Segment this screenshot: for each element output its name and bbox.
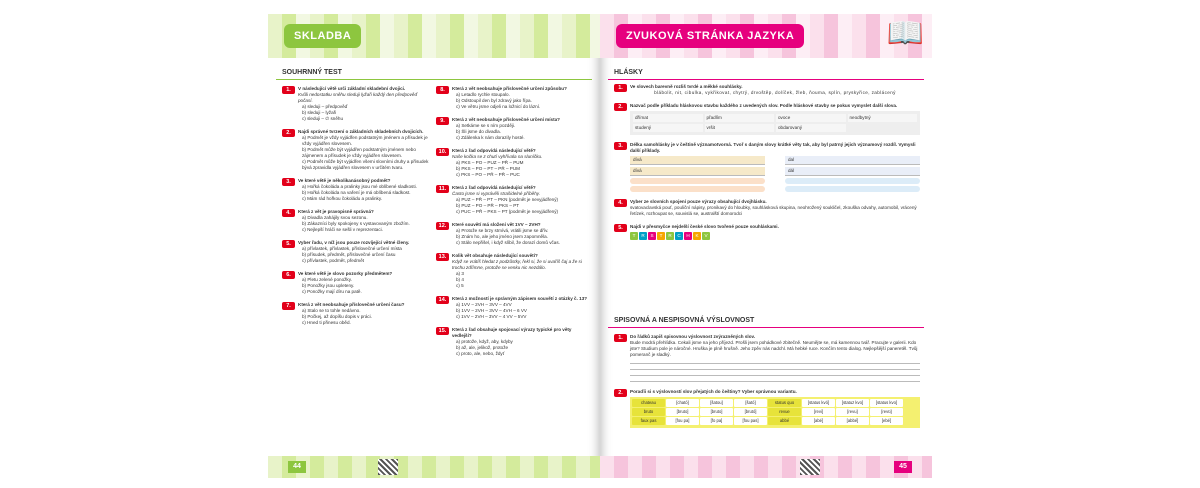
grid-word: dřímat	[633, 114, 703, 122]
answer-option: c) Hned ti přinesu oběd.	[302, 320, 351, 325]
table-cell: [abé]	[802, 417, 835, 425]
answer-option: a) PUZ – PŘ – PT – PKN (podmět je nevyjádřený)	[456, 197, 559, 202]
pair-word: dívá	[630, 156, 765, 165]
task	[614, 142, 920, 192]
footer-band	[600, 456, 932, 478]
question-text: Která z vět neobsahuje příslovečné určení místa?	[452, 117, 560, 122]
answer-option: c) 5	[456, 283, 464, 288]
question-number: 5.	[282, 240, 295, 248]
table-cell: [revi]	[802, 408, 835, 416]
question-text: Ve které větě je několikanásobný podmět?	[298, 178, 391, 183]
question-number: 2.	[282, 129, 295, 137]
answer-option: a) PKS – PO – PUZ – PŘ – PUM	[456, 160, 524, 165]
table-cell: revue	[768, 408, 801, 416]
question	[282, 240, 432, 264]
grid-word: neodbytný	[848, 114, 918, 122]
answer-option: a) Setkáme se s ním později.	[456, 123, 516, 128]
section-title-vyslovnost: SPISOVNÁ A NESPISOVNÁ VÝSLOVNOST	[608, 314, 924, 328]
table-cell: [bruto]	[700, 408, 733, 416]
question-number: 1.	[282, 86, 295, 94]
table-cell: [brutó]	[734, 408, 767, 416]
table-cell: [fou pas]	[734, 417, 767, 425]
table-cell: [revü]	[870, 408, 903, 416]
answer-option: c) Stálo nepřišel, i když slíbil, že dorazí domů včas.	[456, 240, 560, 245]
answer-option: c) Ponožky mají díru na patě.	[302, 289, 362, 294]
task-number: 5.	[614, 224, 627, 232]
table-cell: chateau	[632, 399, 665, 407]
answer-option: b) přísudek, předmět, příslovečné určení času	[302, 252, 396, 257]
question-number: 8.	[436, 86, 449, 94]
question-text: Kolik vět obsahuje následující souvětí?	[452, 253, 538, 258]
word-list: blábolit, nit, cibulka, vykřikovat, chytrý, drvoštěp, dolíček, žleb, ňouma, splín, pryskyřice, zablácený	[654, 90, 896, 95]
page-title: ZVUKOVÁ STRÁNKA JAZYKA	[616, 24, 804, 48]
answer-option: c) Zdálenka k nám dorazily hosté.	[456, 135, 525, 140]
page-number: 45	[894, 461, 912, 473]
table-cell: abbé	[768, 417, 801, 425]
answer-option: a) 1VV – 2VH – 3VV – 4VV	[456, 302, 512, 307]
task-text: Poraďíi si s výslovností slov přejatých do češtiny? Vyber správnou variantu.	[630, 389, 797, 394]
answer-option: b) Počkej, až dopíšu dopis v práci.	[302, 314, 372, 319]
answer-option: b) Šli jsme do divadla.	[456, 129, 501, 134]
question-text: Která z vět je pravopisně správná?	[298, 209, 374, 214]
answer-option: b) až, ale, jelikož, protože	[456, 345, 509, 350]
task	[614, 389, 920, 428]
task-number: 3.	[614, 142, 627, 150]
answer-option: a) 3	[456, 271, 464, 276]
table-row	[632, 408, 918, 416]
task-number: 2.	[614, 389, 627, 397]
word-grid	[630, 111, 920, 135]
question	[436, 185, 592, 215]
task-text: Délka samohlásky je v češtině významotvorná. Tvoř s daným slovy krátké věty tak, aby byl patrný jejich významový rozdíl. Vymysli další příklady.	[630, 142, 916, 153]
publisher-logo	[378, 459, 398, 475]
question	[436, 117, 592, 141]
anagram-letter: C	[675, 232, 683, 240]
table-cell: [bruto]	[666, 408, 699, 416]
question-sentence: Naše kočka se z chutí vyhřívala na sluníčku.	[452, 154, 543, 159]
tasks-column	[614, 84, 920, 247]
anagram-letter: S	[648, 232, 656, 240]
question-text: Najdi správné tvrzení o základních skladebních dvojicích.	[298, 129, 424, 134]
task-text: Ve slovech barevně rozliš tvrdé a měkké souhlásky.	[630, 84, 743, 89]
question-sentence: Často jsme si vyprávěli strašidelné příběhy.	[452, 191, 540, 196]
question-text: Která z řad obsahuje spojovací výrazy typické pro věty vedlejší?	[452, 327, 572, 338]
pair-word: dívá	[630, 167, 765, 176]
right-page	[600, 14, 932, 478]
table-cell: [fo pa]	[700, 417, 733, 425]
blank-line	[785, 178, 920, 184]
question-sentence: Kvůli nedostatku sněhu sleduji lyžaři každý den předpověď počasí.	[298, 92, 418, 103]
answer-option: b) 1VV – 2VH – 3VV – 4VH – 6 VV	[456, 308, 527, 313]
question	[282, 271, 432, 295]
table-row	[632, 417, 918, 425]
answer-option: a) Divadla zahájily svou sezonu.	[302, 215, 368, 220]
answer-option: b) Odstoupil den byl zdravý jako řípa.	[456, 98, 532, 103]
question-number: 10.	[436, 148, 449, 156]
grid-word: ovoce	[776, 114, 846, 122]
blank-line	[785, 186, 920, 192]
tasks-column-2	[614, 334, 920, 435]
blank-line	[630, 186, 765, 192]
textbook-spread	[268, 14, 932, 478]
table-cell: bruto	[632, 408, 665, 416]
table-cell: [status kvo]	[870, 399, 903, 407]
question-number: 7.	[282, 302, 295, 310]
question-text: V následující větě urči základní skladební dvojici.	[298, 86, 406, 91]
question-text: Která z řad odpovídá následující větě?	[452, 185, 536, 190]
question-text: Která z možností je správným zápisem souvětí z otázky č. 13?	[452, 296, 588, 301]
table-cell: [statuz kvo]	[836, 399, 869, 407]
answer-option: a) Podmět je vždy vyjádřen podstatným jménem a přísudek je vždy vyjádřen slovesem.	[302, 135, 428, 146]
table-cell: [cható]	[666, 399, 699, 407]
question-text: Která z řad odpovídá následující větě?	[452, 148, 536, 153]
answer-option: b) Hořká čokoláda na vaření je má oblíbená sladkost.	[302, 190, 411, 195]
task	[614, 199, 920, 217]
answer-option: c) 1VV – 2VH – 3VV – 4 VV – 5VV	[456, 314, 527, 319]
pair-word: dal	[785, 156, 920, 165]
task-text: Do řádků zapiš spisovnou výslovnost zvýrazněných slov.	[630, 334, 756, 339]
answer-option: a) Protože se brzy stmívá, vrátili jsme se dřív.	[456, 228, 549, 233]
pronunciation-table	[630, 397, 920, 428]
task-text: Najdi v přesmyčce nejdelší české slovo tvořené pouze souhláskami.	[630, 224, 779, 229]
answer-option: a) Hořká čokoláda a pralinky jsou mé oblíbené sladkosti.	[302, 184, 417, 189]
anagram-letter: K	[693, 232, 701, 240]
table-cell: [fou pa]	[666, 417, 699, 425]
table-cell: [šatou]	[700, 399, 733, 407]
question-number: 15.	[436, 327, 449, 335]
question	[436, 296, 592, 320]
question	[282, 302, 432, 326]
anagram-letter: T	[657, 232, 665, 240]
answer-option: a) přívlastek, přívlastek, příslovečné určení místa	[302, 246, 402, 251]
question	[282, 129, 432, 171]
question-number: 3.	[282, 178, 295, 186]
anagram-letter: H	[684, 232, 692, 240]
task	[614, 84, 920, 96]
publisher-logo	[800, 459, 820, 475]
task-number: 2.	[614, 103, 627, 111]
question	[282, 86, 432, 122]
answer-option: b) Ponožky jsou upleteny.	[302, 283, 355, 288]
question-number: 6.	[282, 271, 295, 279]
page-number: 44	[288, 461, 306, 473]
blank-line	[630, 178, 765, 184]
question-text: Které souvětí má složení vět 1VV – 2VH?	[452, 222, 541, 227]
table-cell: faux pas	[632, 417, 665, 425]
questions-column-2	[436, 86, 592, 364]
table-row	[632, 399, 918, 407]
answer-option: a) Pletu zelené ponožky.	[302, 277, 352, 282]
answer-option: a) protože, když, aby, kdyby	[456, 339, 513, 344]
question-number: 14.	[436, 296, 449, 304]
question-number: 12.	[436, 222, 449, 230]
writing-line	[630, 376, 920, 382]
anagram-letter: R	[666, 232, 674, 240]
questions-column-1	[282, 86, 432, 333]
question-number: 4.	[282, 209, 295, 217]
question-text: Ve které větě je slovo pozorky předmětem?	[298, 271, 393, 276]
answer-option: c) Ve větru jsme odjeli na ložnicí do lázní.	[456, 104, 541, 109]
word-pairs	[630, 156, 920, 192]
answer-option: c) Nejlepší hráči se sešli v reprezentaci.	[302, 227, 383, 232]
answer-option: c) sleduji – ∅ sněhu	[302, 116, 344, 121]
answer-option: a) sleduji – předpověď	[302, 104, 348, 109]
question-number: 11.	[436, 185, 449, 193]
question	[282, 178, 432, 202]
answer-option: c) PUC – PŘ – PKS – PT (podmět je nevyjádřený)	[456, 209, 559, 214]
task	[614, 224, 920, 240]
question	[436, 327, 592, 357]
task	[614, 334, 920, 382]
question-text: Která z vět neobsahuje příslovečné určení času?	[298, 302, 405, 307]
answer-option: b) Podmět může být vyjádřen podstatným jménem nebo zájmenem a přísudek je vždy vyjádřen slovesem.	[302, 147, 416, 158]
phrase-list: svatovaclavská pouť, pouliční nápisy, pronikavý do hloubky, souhlásková skupina, neohrožený soukličel, zkouška odvahy, automobil, vrácený řetízek, rozhoupat se, souvislá se, australští domorodci	[630, 205, 917, 216]
section-title-hlasky: HLÁSKY	[608, 66, 924, 80]
question	[436, 148, 592, 178]
exercise-text: Bude modrá přehlídka. Cekali jsme na jeho příjezd. Prošli jsem pohádkové zbitečně. Neumějte se, má kamennou tvář. Pracujte v galerii. Kdo jste? Studium pole je náročné. Hruška je plně hrušně. Jeho zpěv nás nadchl. Má hebké ruce. Končím tento dialog. Nejlepšější paneretěl. Tvůj pomeranč je sladký.	[630, 340, 918, 357]
task	[614, 103, 920, 135]
task-text: Nazvač podle příkladu hláskovou stavbu každého z uvedených slov. Podle hláskové stavby se pokus vymyslet další slova.	[630, 103, 898, 108]
question	[436, 86, 592, 110]
table-cell: [status kvó]	[802, 399, 835, 407]
anagram-letter: V	[702, 232, 710, 240]
answer-option: c) proto, ale, nebo, ždyť	[456, 351, 505, 356]
answer-option: a) Letadlo rychle stoupalo.	[456, 92, 510, 97]
question-text: Která z vět neobsahuje příslovečné určení způsobu?	[452, 86, 567, 91]
anagram-letters	[630, 232, 920, 240]
table-cell: [abbé]	[836, 417, 869, 425]
answer-option: c) Podmět může být vyjádřen všemi slovními druhy a přísudek bývá zpravidla vyjádřen slovesem v určitém tvaru.	[302, 159, 429, 170]
grid-word: studený	[633, 124, 703, 132]
pair-word: dál	[785, 167, 920, 176]
footer-band	[268, 456, 600, 478]
table-cell: [ebé]	[870, 417, 903, 425]
anagram-letter: T	[630, 232, 638, 240]
answer-option: b) PUZ – PO – PŘ – PKS – PT	[456, 203, 520, 208]
task-number: 1.	[614, 84, 627, 92]
open-book-icon: 📖	[886, 17, 924, 50]
answer-option: c) Mám rád hořkou čokoládu a pralinky.	[302, 196, 383, 201]
question	[436, 222, 592, 246]
anagram-letter: R	[639, 232, 647, 240]
answer-option: b) sleduji – lyžaři	[302, 110, 337, 115]
question	[436, 253, 592, 289]
task-number: 4.	[614, 199, 627, 207]
page-title: SKLADBA	[284, 24, 361, 48]
answer-option: b) PKS – PO – PT – PŘ – PUM	[456, 166, 520, 171]
question	[282, 209, 432, 233]
answer-option: b) Zákazníci byly spokojeny s vystavovaným zbožím.	[302, 221, 410, 226]
table-cell: [revu]	[836, 408, 869, 416]
task-text: Vyber ze slovních spojení pouze výrazy obsahující dvojhlásku.	[630, 199, 767, 204]
answer-option: c) PKS – PO – PŘ – PŘ – PUC	[456, 172, 520, 177]
question-number: 13.	[436, 253, 449, 261]
grid-word: vršit	[705, 124, 775, 132]
table-cell: [šató]	[734, 399, 767, 407]
answer-option: a) Stalo se to tohle nedávno.	[302, 308, 361, 313]
grid-word: přadlím	[705, 114, 775, 122]
answer-option: b) Znám ho, ale jeho jméno jsem zapomněla.	[456, 234, 548, 239]
task-number: 1.	[614, 334, 627, 342]
table-cell: status quo	[768, 399, 801, 407]
left-page	[268, 14, 600, 478]
grid-word: obdarovaný	[776, 124, 846, 132]
question-sentence: Když se vrátíš hledat z podzůstky, řekl si, že si uvaříš čaj a že si trochu zdřímne, protože se venku nic nezdálo.	[452, 259, 582, 270]
section-title: SOUHRNNÝ TEST	[276, 66, 592, 80]
answer-option: b) 4	[456, 277, 464, 282]
answer-option: c) přívlastek, podmět, předmět	[302, 258, 365, 263]
question-text: Vyber řadu, v níž jsou pouze rozvíjející větné členy.	[298, 240, 410, 245]
question-number: 9.	[436, 117, 449, 125]
